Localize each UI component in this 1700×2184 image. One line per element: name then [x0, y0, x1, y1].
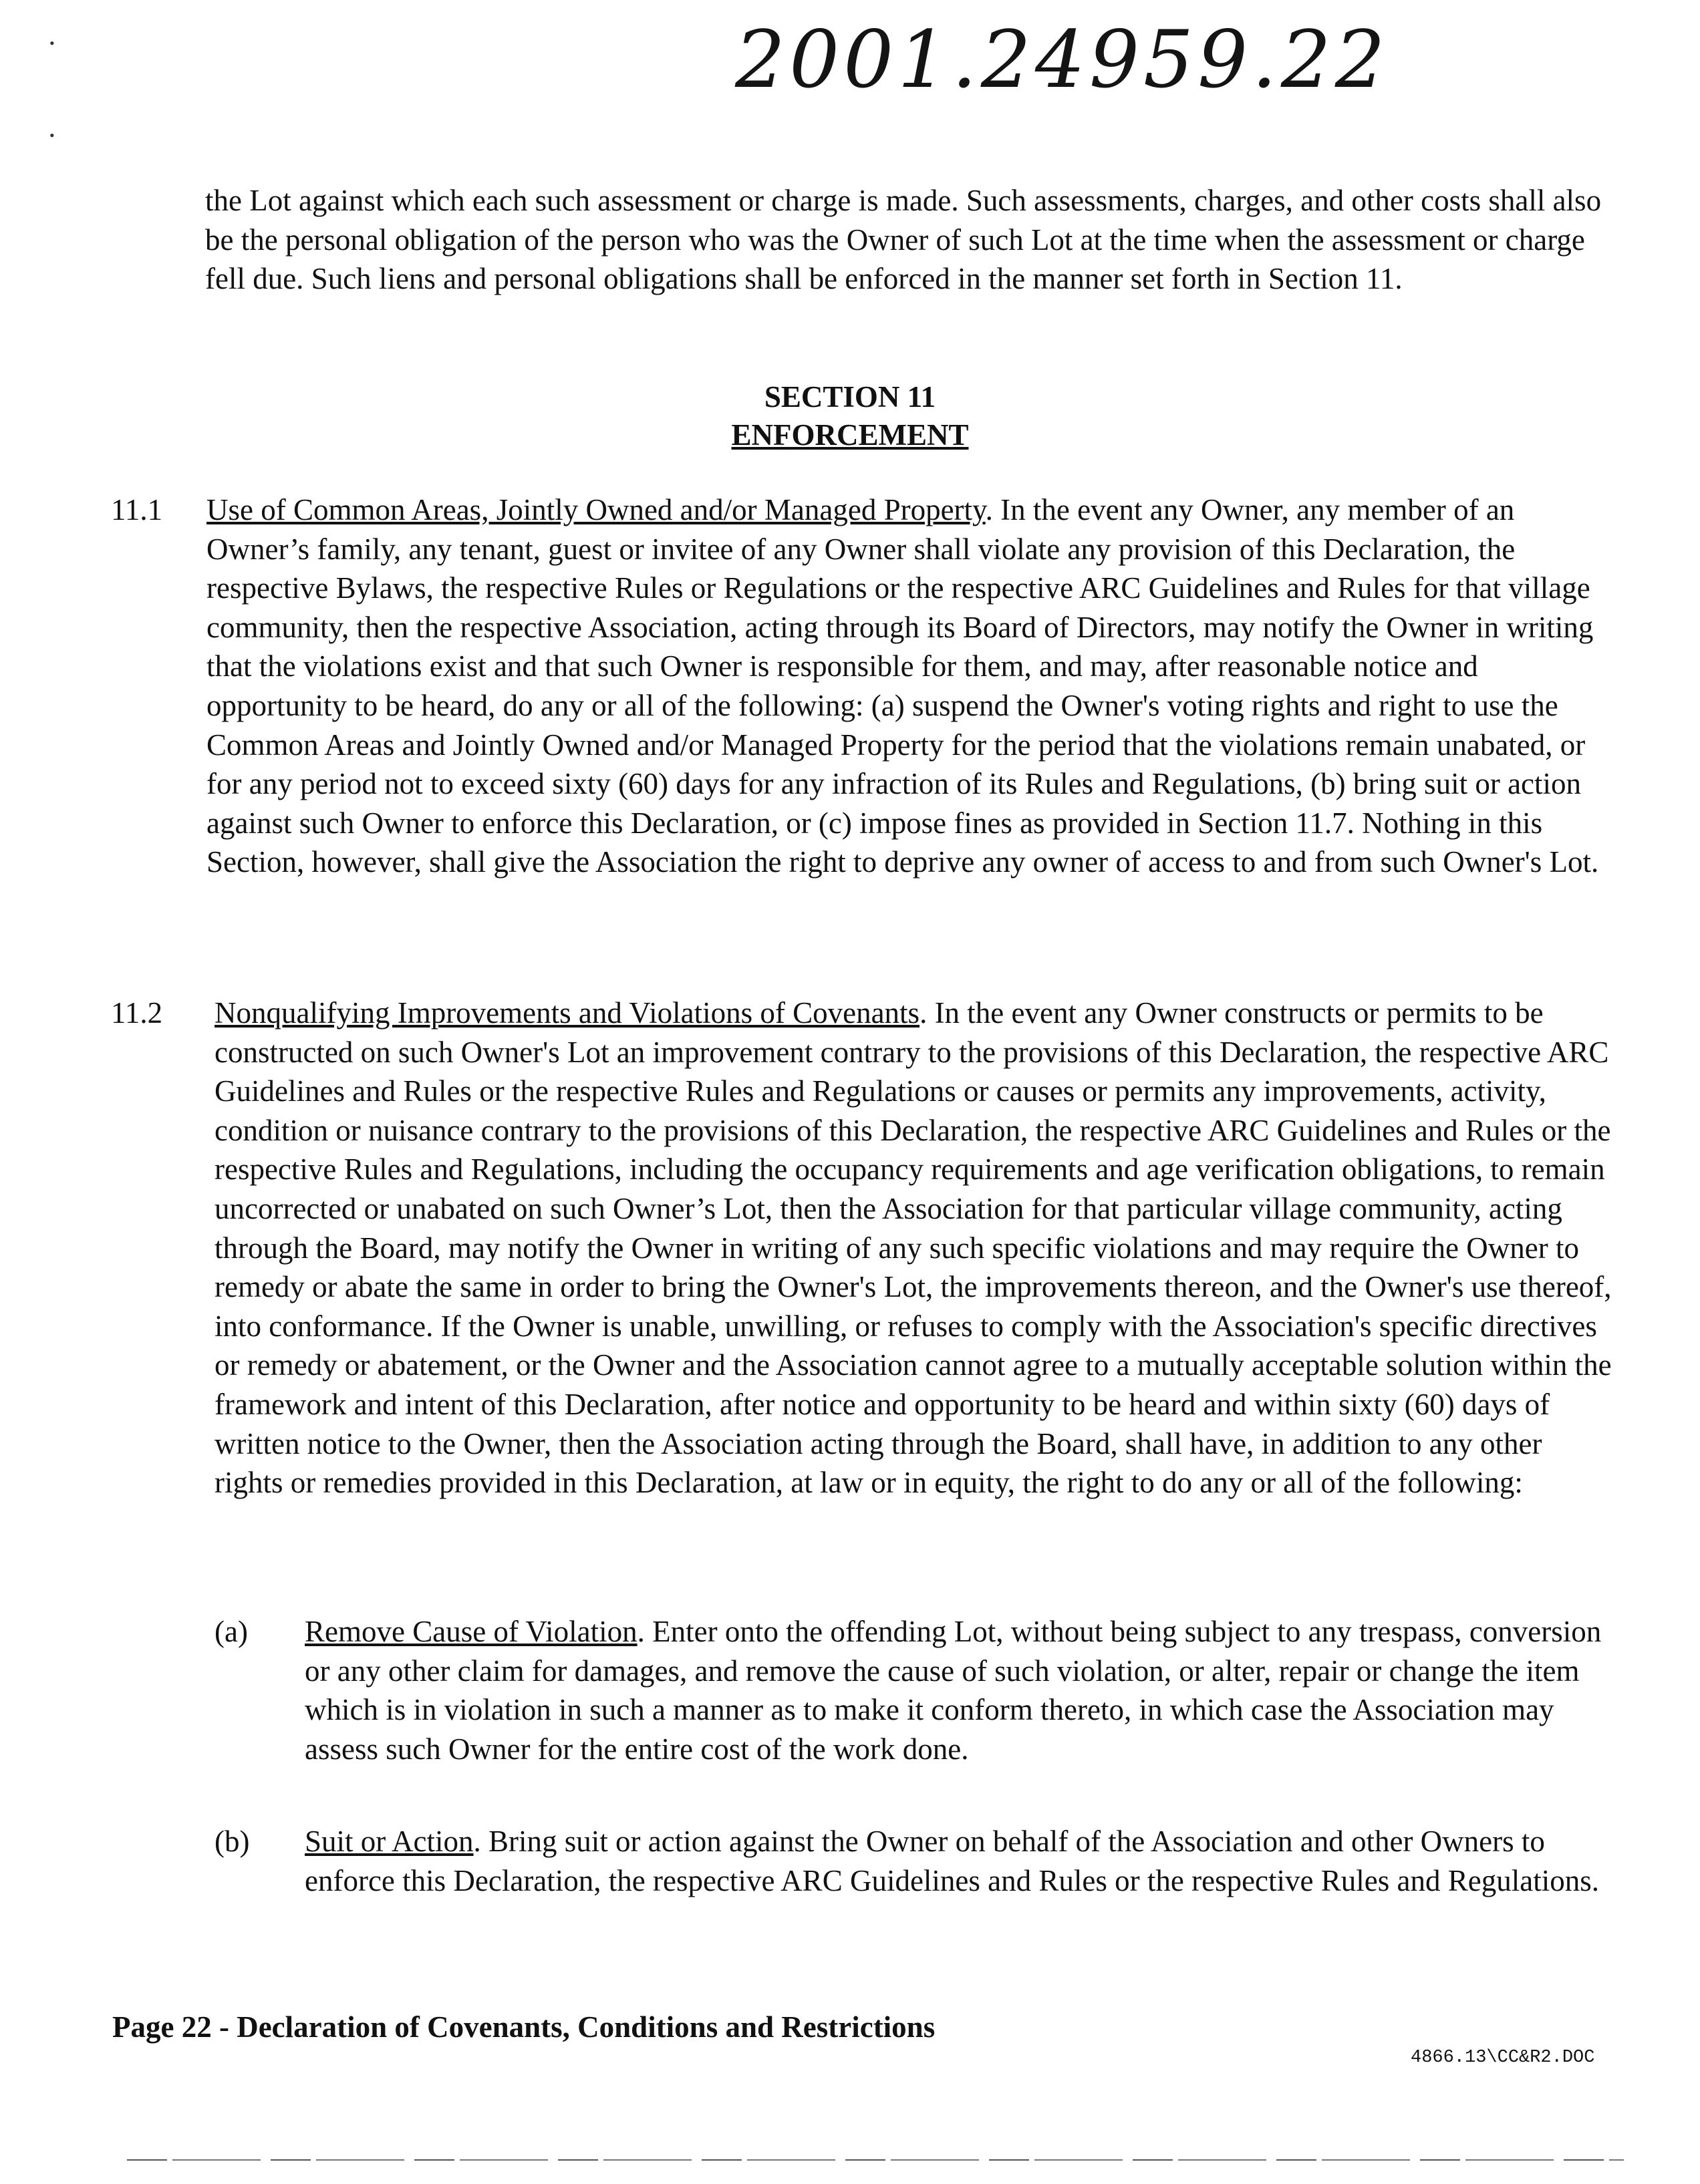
- clause-b-paragraph: [305, 1822, 1614, 1900]
- document-code: 4866.13\CC&R2.DOC: [1411, 2048, 1595, 2068]
- subsection-text: . In the event any Owner constructs or permits to be constructed on such Owner's Lot an improvement contrary to the provisions of this Declaration, the respective ARC Guidelines and Rules or the respective Rules and Regulations or causes or permits any improvements, activity, condition or nuisance contrary to the provisions of this Declaration, the respective ARC Guidelines and Rules or the respective Rules and Regulations, including the occupancy requirements and age verification obligations, to remain uncorrected or unabated on such Owner’s Lot, then the Association for that particular village community, acting through the Board, may notify the Owner in writing of any such specific violations and may require the Owner to remedy or abate the same in order to bring the Owner's Lot, the improvements thereon, and the Owner's use thereof, into conformance. If the Owner is unable, unwilling, or refuses to comply with the Association's specific directives or remedy or abatement, or the Owner and the Association cannot agree to a mutually acceptable solution within the framework and intent of this Declaration, after notice and opportunity to be heard and within sixty (60) days of written notice to the Owner, then the Association acting through the Board, shall have, in addition to any other rights or remedies provided in this Declaration, at law or in equity, the right to do any or all of the following:: [215, 996, 1612, 1500]
- page-footer-title: Page 22 - Declaration of Covenants, Conditions and Restrictions: [112, 2010, 936, 2044]
- section-title-heading: ENFORCEMENT: [731, 418, 969, 452]
- scan-edge-line: [127, 2159, 1624, 2161]
- scan-speck: •: [49, 35, 55, 51]
- scan-speck: •: [49, 127, 55, 144]
- subsection-11-1-paragraph: [206, 490, 1610, 882]
- handwritten-number-text: 2001.24959.22: [735, 20, 1389, 106]
- intro-paragraph: the Lot against which each such assessment or charge is made. Such assessments, charges, and other costs shall also be the personal obligation of the person who was the Owner of such Lot at the time when the assessment or charge fell due. Such liens and personal obligations shall be enforced in the manner set forth in Section 11.: [205, 184, 1602, 296]
- subsection-number: 11.1: [111, 493, 163, 526]
- clause-text: . Enter onto the offending Lot, without being subject to any trespass, conversion or any other claim for damages, and remove the cause of such violation, or alter, repair or change the item which is in violation in such a manner as to make it conform thereto, in which case the Association may assess such Owner for the entire cost of the work done.: [305, 1615, 1602, 1766]
- subsection-heading: Use of Common Areas, Jointly Owned and/or Managed Property: [206, 493, 986, 526]
- clause-heading: Remove Cause of Violation: [305, 1615, 638, 1648]
- subsection-number: 11.2: [111, 996, 163, 1030]
- subsection-text: . In the event any Owner, any member of an Owner’s family, any tenant, guest or invitee of any Owner shall violate any provision of this Declaration, the respective Bylaws, the respective Rules or Regulations or the respective ARC Guidelines and Rules for that village community, then the respective Association, acting through its Board of Directors, may notify the Owner in writing that the violations exist and that such Owner is responsible for them, and may, after reasonable notice and opportunity to be heard, do any or all of the following: (a) suspend the Owner's voting rights and right to use the Common Areas and Jointly Owned and/or Managed Property for the period that the violations remain unabated, or for any period not to exceed sixty (60) days for any infraction of its Rules and Regulations, (b) bring suit or action against such Owner to enforce this Declaration, or (c) impose fines as provided in Section 11.7. Nothing in this Section, however, shall give the Association the right to deprive any owner of access to and from such Owner's Lot.: [206, 493, 1599, 879]
- clause-text: . Bring suit or action against the Owner on behalf of the Association and other Owners to enforce this Declaration, the respective ARC Guidelines and Rules or the respective Rules and Regulations.: [305, 1825, 1599, 1897]
- clause-label: (b): [215, 1825, 250, 1858]
- subsection-11-2-paragraph: [215, 993, 1618, 1503]
- clause-label: (a): [215, 1615, 248, 1648]
- handwritten-recording-number: [728, 20, 1550, 107]
- clause-a-paragraph: [305, 1612, 1614, 1768]
- section-number-heading: SECTION 11: [764, 380, 936, 414]
- subsection-heading: Nonqualifying Improvements and Violations of Covenants: [215, 996, 920, 1030]
- clause-heading: Suit or Action: [305, 1825, 474, 1858]
